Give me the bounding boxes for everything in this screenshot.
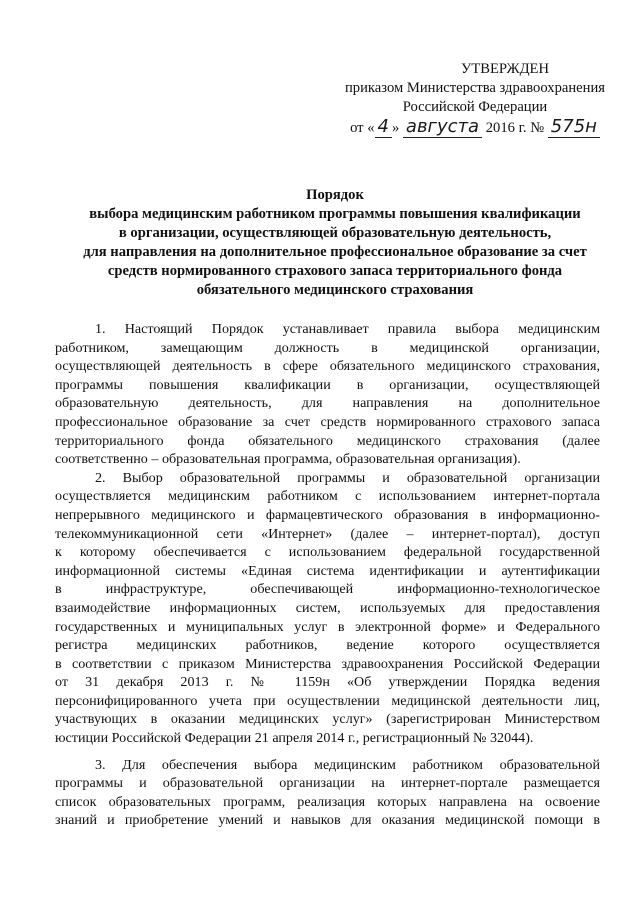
approval-block: [330, 60, 620, 138]
title-line: средств нормированного страхового запаса территориального фонда: [107, 263, 563, 279]
approval-ministry-line: Российской Федерации: [402, 99, 548, 115]
handwritten-order-number: 575н: [548, 116, 600, 138]
approval-heading: УТВЕРЖДЕН: [461, 61, 549, 77]
text-line: знаний и приобретение умений и навыков для оказания медицинской помощи в: [55, 812, 600, 829]
paragraph-3: [55, 756, 600, 830]
approval-date-line: [330, 117, 620, 138]
text-line: осуществляется медицинским работником с использованием интернет-портала: [55, 488, 600, 505]
text-line: в инфраструктуре, обеспечивающей информационно-технологическое: [55, 581, 600, 598]
approval-order-line: приказом Министерства здравоохранения: [345, 80, 605, 96]
text-line: программы и образовательной организации на интернет-портале размещается: [55, 775, 600, 792]
text-line: работником, замещающим должность в медицинской организации,: [55, 339, 600, 356]
paragraph-1: [55, 320, 600, 469]
text-line: соответственно – образовательная программа, образовательная организация).: [55, 451, 521, 468]
text-line: государственных и муниципальных услуг в электронной форме» и Федерального: [55, 618, 600, 635]
text-line: участвующих в оказании медицинских услуг» (зарегистрирован Министерством: [55, 711, 600, 728]
text-line: юстиции Российской Федерации 21 апреля 2014 г., регистрационный № 32044).: [55, 730, 534, 747]
text-line: телекоммуникационной сети «Интернет» (далее – интернет-портал), доступ: [55, 525, 600, 542]
text-line: информационной системы «Единая система идентификации и аутентификации: [55, 562, 600, 579]
title-line: Порядок: [306, 187, 364, 203]
text-line: к которому обеспечивается с использованием федеральной государственной: [55, 544, 600, 561]
text-line: непрерывного медицинского и фармацевтического образования в информационно-: [55, 506, 600, 523]
date-mid: »: [391, 120, 400, 136]
paragraph-2: [55, 469, 600, 748]
handwritten-day: 4: [375, 116, 392, 138]
text-line: в соответствии с приказом Министерства здравоохранения Российской Федерации: [55, 655, 600, 672]
text-line: программы повышения квалификации в организации, осуществляющей: [55, 376, 600, 393]
text-line: список образовательных программ, реализация которых направлена на освоение: [55, 793, 600, 810]
document-body: [55, 320, 600, 830]
title-line: в организации, осуществляющей образовательную деятельность,: [118, 225, 552, 241]
text-line: территориального фонда обязательного медицинского страхования (далее: [55, 432, 600, 449]
text-line: от 31 декабря 2013 г. № 1159н «Об утверждении Порядка ведения: [55, 674, 600, 691]
text-line: осуществляющей деятельность в сфере обязательного медицинского страхования,: [55, 358, 600, 375]
text-line: взаимодействие информационных систем, используемых для предоставления: [55, 599, 600, 616]
handwritten-month: августа: [403, 116, 482, 138]
text-line: профессиональное образование за счет средств нормированного страхового запаса: [55, 413, 600, 430]
text-line: персонифицированного учета при осуществлении медицинской деятельности лиц,: [55, 692, 600, 709]
text-line: 1. Настоящий Порядок устанавливает правила выбора медицинским: [95, 321, 600, 337]
document-title: [70, 186, 600, 300]
text-line: 2. Выбор образовательной программы и образовательной организации: [95, 469, 600, 486]
date-prefix: от «: [350, 120, 375, 136]
text-line: образовательную деятельность, для направления на дополнительное: [55, 395, 600, 412]
date-suffix: 2016 г. №: [482, 120, 545, 136]
text-line: регистра медицинских работников, ведение которого осуществляется: [55, 637, 600, 654]
title-line: обязательного медицинского страхования: [196, 282, 474, 298]
text-line: 3. Для обеспечения выбора медицинским работником образовательной: [95, 756, 600, 773]
title-line: выбора медицинским работником программы повышения квалификации: [89, 206, 581, 222]
title-line: для направления на дополнительное профессиональное образование за счет: [83, 244, 587, 260]
